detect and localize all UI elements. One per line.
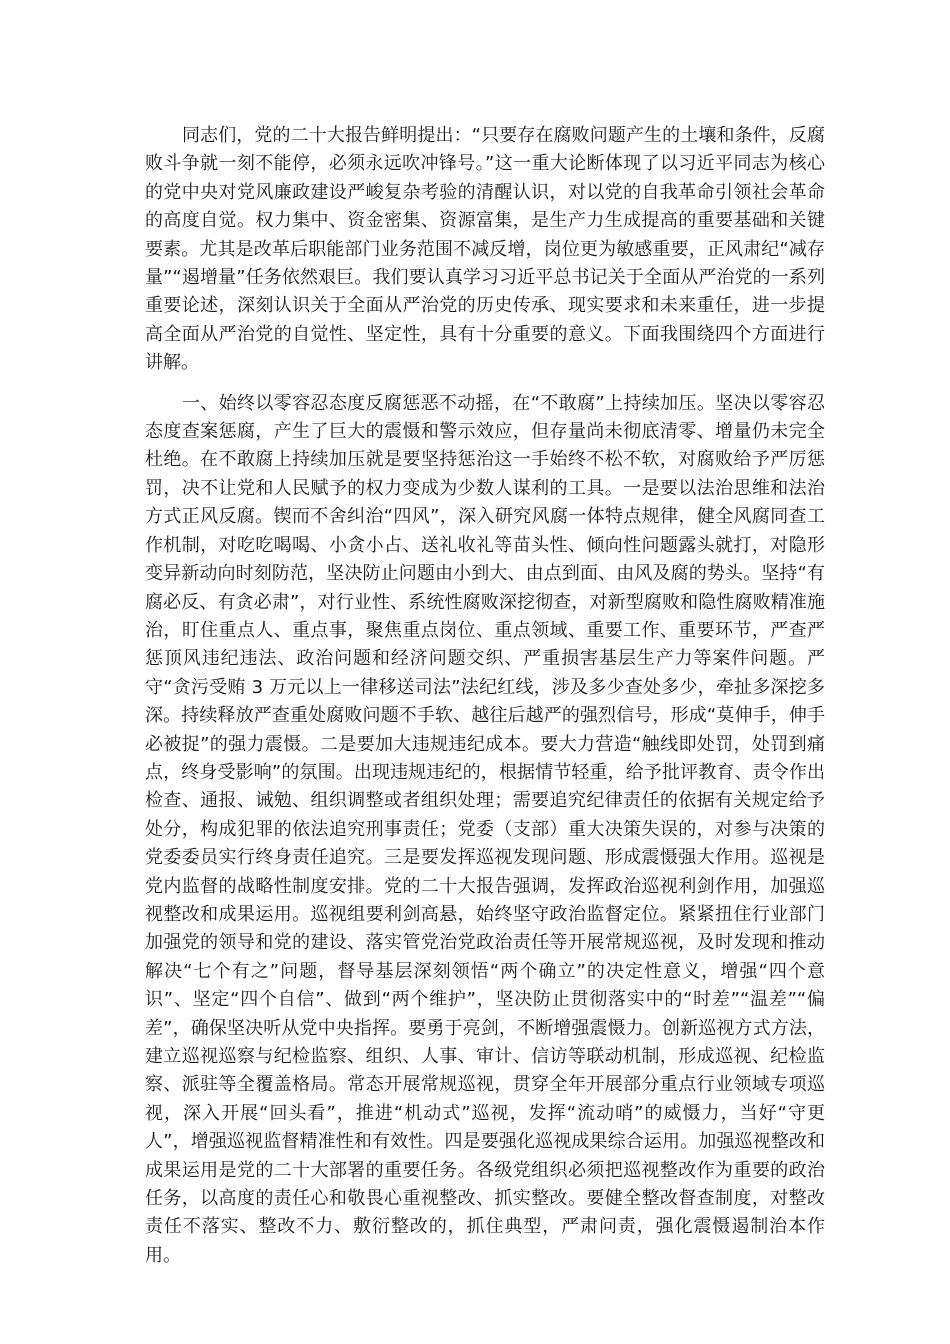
paragraph-section-one: 一、始终以零容忍态度反腐惩恶不动摇，在“不敢腐”上持续加压。坚决以零容忍态度查案惩腐，产生了巨大的震慑和警示效应，但存量尚未彻底清零、增量仍未完全杜绝。在不敢腐上持续加压就是要坚持惩治这一手始终不松不软，对腐败给予严厉惩罚，决不让党和人民赋予的权力变成为少数人谋利的工具。一是要以法治思维和法治方式正风反腐。锲而不舍纠治“四风”，深入研究风腐一体特点规律，健全风腐同查工作机制，对吃吃喝喝、小贪小占、送礼收礼等苗头性、倾向性问题露头就打，对隐形变异新动向时刻防范，坚决防止问题由小到大、由点到面、由风及腐的势头。坚持“有腐必反、有贪必肃”，对行业性、系统性腐败深挖彻查，对新型腐败和隐性腐败精准施治，盯住重点人、重点事，聚焦重点岗位、重点领域、重要工作、重要环节，严查严惩顶风违纪违法、政治问题和经济问题交织、严重损害基层生产力等案件问题。严守“贪污受贿 3 万元以上一律移送司法”法纪红线，涉及多少查处多少，牵扯多深挖多深。持续释放严查重处腐败问题不手软、越往后越严的强烈信号，形成“莫伸手，伸手必被捉”的强力震慑。二是要加大违规违纪成本。要大力营造“触线即处罚，处罚到痛点，终身受影响”的氛围。出现违规违纪的，根据情节轻重，给予批评教育、责令作出检查、通报、诫勉、组织调整或者组织处理；需要追究纪律责任的依据有关规定给予处分，构成犯罪的依法追究刑事责任；党委（支部）重大决策失误的，对参与决策的党委委员实行终身责任追究。三是要发挥巡视发现问题、形成震慑强大作用。巡视是党内监督的战略性制度安排。党的二十大报告强调，发挥政治巡视利剑作用，加强巡视整改和成果运用。巡视组要利剑高悬，始终坚守政治监督定位。紧紧扭住行业部门加强党的领导和党的建设、落实管党治党政治责任等开展常规巡视，及时发现和推动解决“七个有之”问题，督导基层深刻领悟“两个确立”的决定性意义，增强“四个意识”、坚定“四个自信”、做到“两个维护”，坚决防止贯彻落实中的“时差”“温差”“偏差”，确保坚决听从党中央指挥。要勇于亮剑，不断增强震慑力。创新巡视方式方法，建立巡视巡察与纪检监察、组织、人事、审计、信访等联动机制，形成巡视、纪检监察、派驻等全覆盖格局。常态开展常规巡视，贯穿全年开展部分重点行业领域专项巡视，深入开展“回头看”，推进“机动式”巡视，发挥“流动哨”的威慑力，当好“守更人”，增强巡视监督精准性和有效性。四是要强化巡视成果综合运用。加强巡视整改和成果运用是党的二十大部署的重要任务。各级党组织必须把巡视整改作为重要的政治任务，以高度的责任心和敬畏心重视整改、抓实整改。要健全整改督查制度，对整改责任不落实、整改不力、敷衍整改的，抓住典型，严肃问责，强化震慑遏制治本作用。 <box>145 392 825 1266</box>
document-body <box>145 122 825 1270</box>
paragraph-intro: 同志们，党的二十大报告鲜明提出：“只要存在腐败问题产生的土壤和条件，反腐败斗争就一刻不能停，必须永远吹冲锋号。”这一重大论断体现了以习近平同志为核心的党中央对党风廉政建设严峻复杂考验的清醒认识，对以党的自我革命引领社会革命的高度自觉。权力集中、资金密集、资源富集，是生产力生成提高的重要基础和关键要素。尤其是改革后职能部门业务范围不减反增，岗位更为敏感重要，正风肃纪“减存量”“遏增量”任务依然艰巨。我们要认真学习习近平总书记关于全面从严治党的一系列重要论述，深刻认识关于全面从严治党的历史传承、现实要求和未来重任，进一步提高全面从严治党的自觉性、坚定性，具有十分重要的意义。下面我围绕四个方面进行讲解。 <box>145 125 825 374</box>
